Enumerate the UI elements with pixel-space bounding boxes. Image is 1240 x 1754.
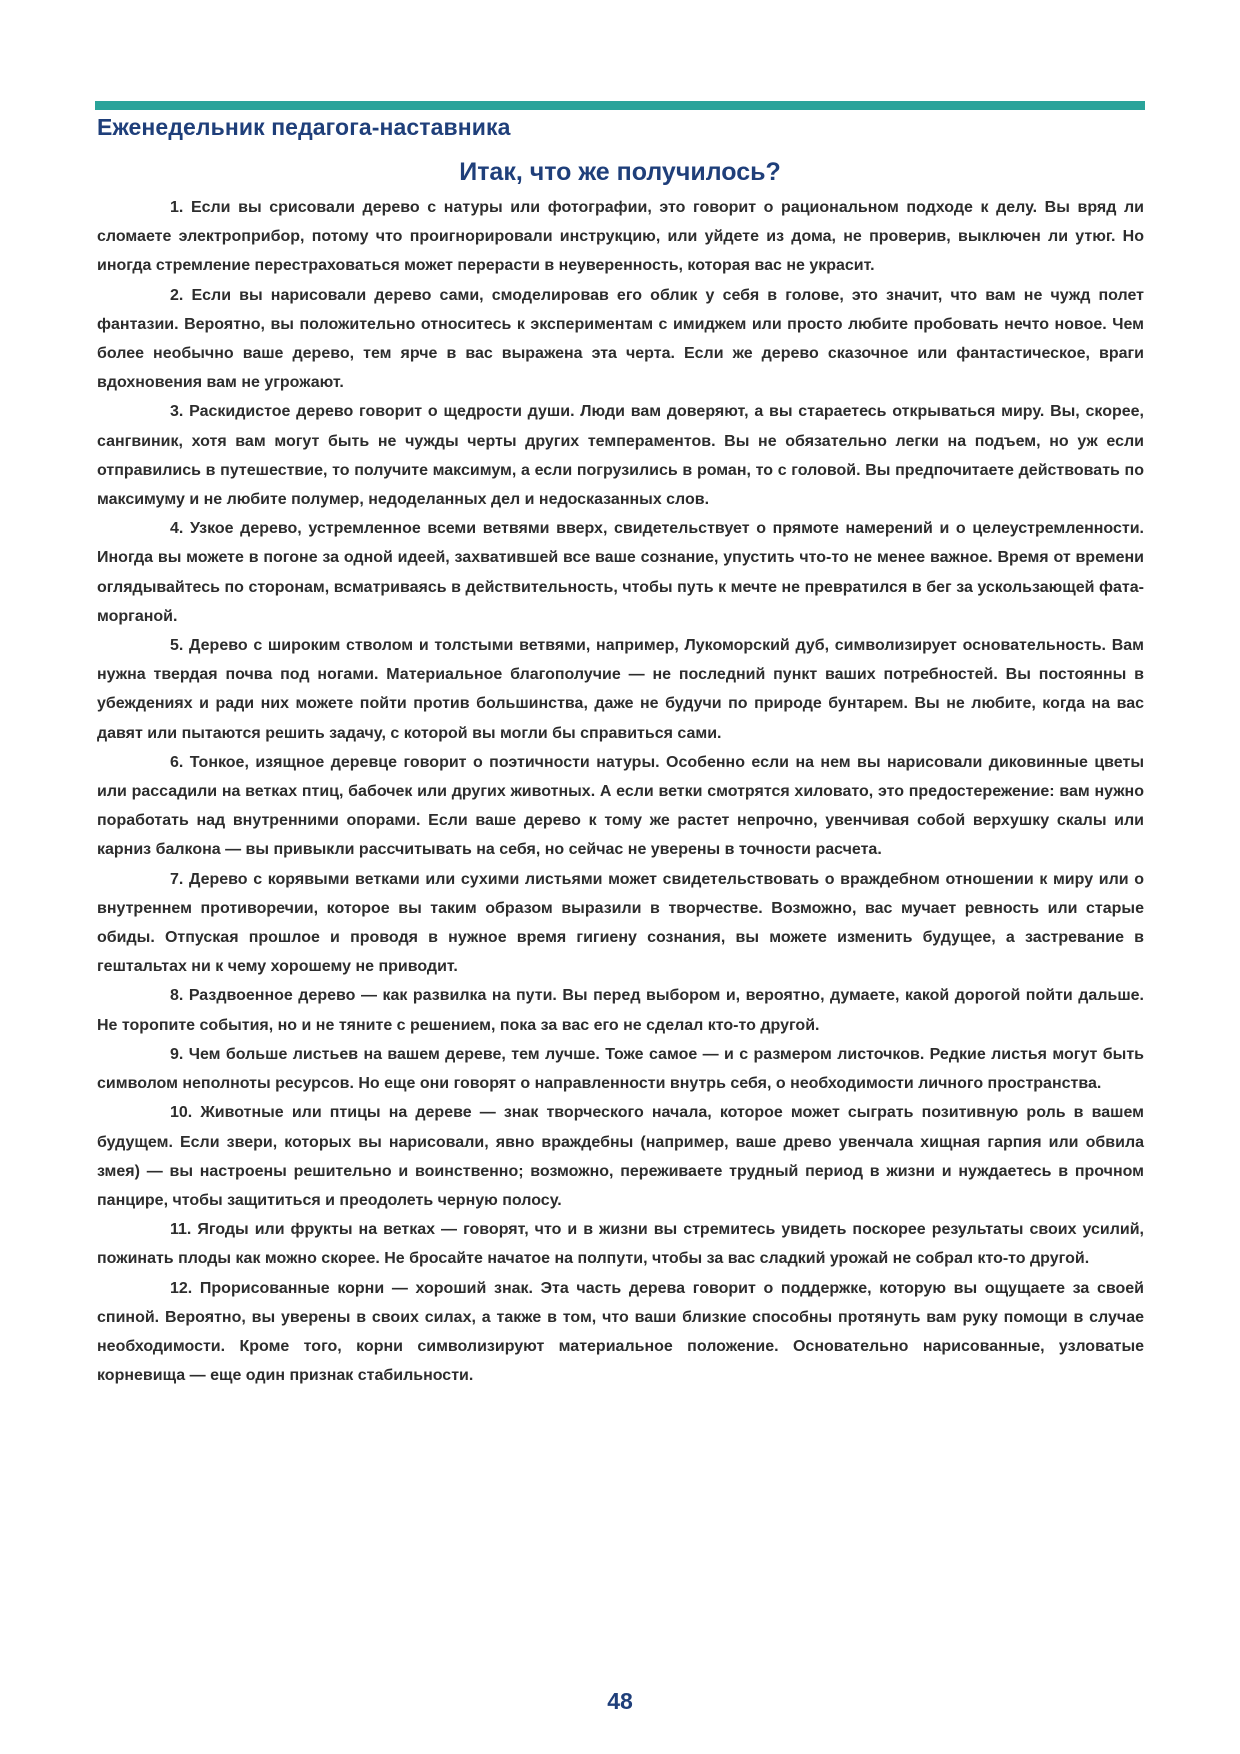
paragraph-3: 3. Раскидистое дерево говорит о щедрости души. Люди вам доверяют, а вы стараетесь открываться миру. Вы, скорее, сангвиник, хотя вам могут быть не чужды черты других темпераментов. Вы не обязательно легки на подъем, но уж если отправились в путешествие, то получите максимум, а если погрузились в роман, то с головой. Вы предпочитаете действовать по максимуму и не любите полумер, недоделанных дел и недосказанных слов.	[97, 403, 1144, 509]
paragraph-8: 8. Раздвоенное дерево — как развилка на пути. Вы перед выбором и, вероятно, думаете, какой дорогой пойти дальше. Не торопите события, но и не тяните с решением, пока за вас его не сделал кто-то другой.	[97, 987, 1144, 1034]
paragraph-7: 7. Дерево с корявыми ветками или сухими листьями может свидетельствовать о враждебном отношении к миру или о внутреннем противоречии, которое вы таким образом выразили в творчестве. Возможно, вас мучает ревность или старые обиды. Отпуская прошлое и проводя в нужное время гигиену сознания, вы можете изменить будущее, а застревание в гештальтах ни к чему хорошему не приводит.	[97, 870, 1144, 976]
paragraph-2: 2. Если вы нарисовали дерево сами, смоделировав его облик у себя в голове, это значит, что вам не чужд полет фантазии. Вероятно, вы положительно относитесь к экспериментам с имиджем или просто любите пробовать нечто новое. Чем более необычно ваше дерево, тем ярче в вас выражена эта черта. Если же дерево сказочное или фантастическое, враги вдохновения вам не угрожают.	[97, 286, 1144, 392]
paragraph-9: 9. Чем больше листьев на вашем дереве, тем лучше. Тоже самое — и с размером листочков. Редкие листья могут быть символом неполноты ресурсов. Но еще они говорят о направленности внутрь себя, о необходимости личного пространства.	[97, 1045, 1144, 1093]
paragraph-11: 11. Ягоды или фрукты на ветках — говорят, что и в жизни вы стремитесь увидеть поскорее результаты своих усилий, пожинать плоды как можно скорее. Не бросайте начатое на полпути, чтобы за вас сладкий урожай не собрал кто-то другой.	[97, 1221, 1144, 1268]
section-title: Итак, что же получилось?	[459, 158, 781, 186]
paragraph-6: 6. Тонкое, изящное деревце говорит о поэтичности натуры. Особенно если на нем вы нарисовали диковинные цветы или рассадили на ветках птиц, бабочек или других животных. А если ветки смотрятся хиловато, это предостережение: вам нужно поработать над внутренними опорами. Если ваше дерево к тому же растет непрочно, увенчивая собой верхушку скалы или карниз балкона — вы привыкли рассчитывать на себя, но сейчас не уверены в точности расчета.	[97, 753, 1144, 859]
paragraph-10: 10. Животные или птицы на дереве — знак творческого начала, которое может сыграть позитивную роль в вашем будущем. Если звери, которых вы нарисовали, явно враждебны (например, ваше древо увенчала хищная гарпия или обвила змея) — вы настроены решительно и воинственно; возможно, переживаете трудный период в жизни и нуждаетесь в прочном панцире, чтобы защититься и преодолеть черную полосу.	[97, 1104, 1144, 1209]
article-body	[97, 193, 1144, 1390]
paragraph-5: 5. Дерево с широким стволом и толстыми ветвями, например, Лукоморский дуб, символизирует основательность. Вам нужна твердая почва под ногами. Материальное благополучие — не последний пункт ваших потребностей. Вы постоянны в убеждениях и ради них можете пойти против большинства, даже не будучи по природе бунтарем. Вы не любите, когда на вас давят или пытаются решить задачу, с которой вы могли бы справиться сами.	[97, 637, 1144, 742]
paragraph-12: 12. Прорисованные корни — хороший знак. Эта часть дерева говорит о поддержке, которую вы ощущаете за своей спиной. Вероятно, вы уверены в своих силах, а также в том, что ваши близкие способны протянуть вам руку помощи в случае необходимости. Кроме того, корни символизируют материальное положение. Основательно нарисованные, узловатые корневища — еще один признак стабильности.	[97, 1279, 1144, 1385]
paragraph-1: 1. Если вы срисовали дерево с натуры или фотографии, это говорит о рациональном подходе к делу. Вы вряд ли сломаете электроприбор, потому что проигнорировали инструкцию, или уйдете из дома, не проверив, выключен ли утюг. Но иногда стремление перестраховаться может перерасти в неуверенность, которая вас не украсит.	[97, 199, 1144, 275]
page-number: 48	[607, 1688, 633, 1714]
header-title: Еженедельник педагога-наставника	[97, 114, 511, 140]
header-accent-bar	[95, 101, 1145, 110]
paragraph-4: 4. Узкое дерево, устремленное всеми ветвями вверх, свидетельствует о прямоте намерений и о целеустремленности. Иногда вы можете в погоне за одной идеей, захватившей все ваше сознание, упустить что-то не менее важное. Время от времени оглядывайтесь по сторонам, всматриваясь в действительность, чтобы путь к мечте не превратился в бег за ускользающей фата-морганой.	[97, 520, 1144, 625]
